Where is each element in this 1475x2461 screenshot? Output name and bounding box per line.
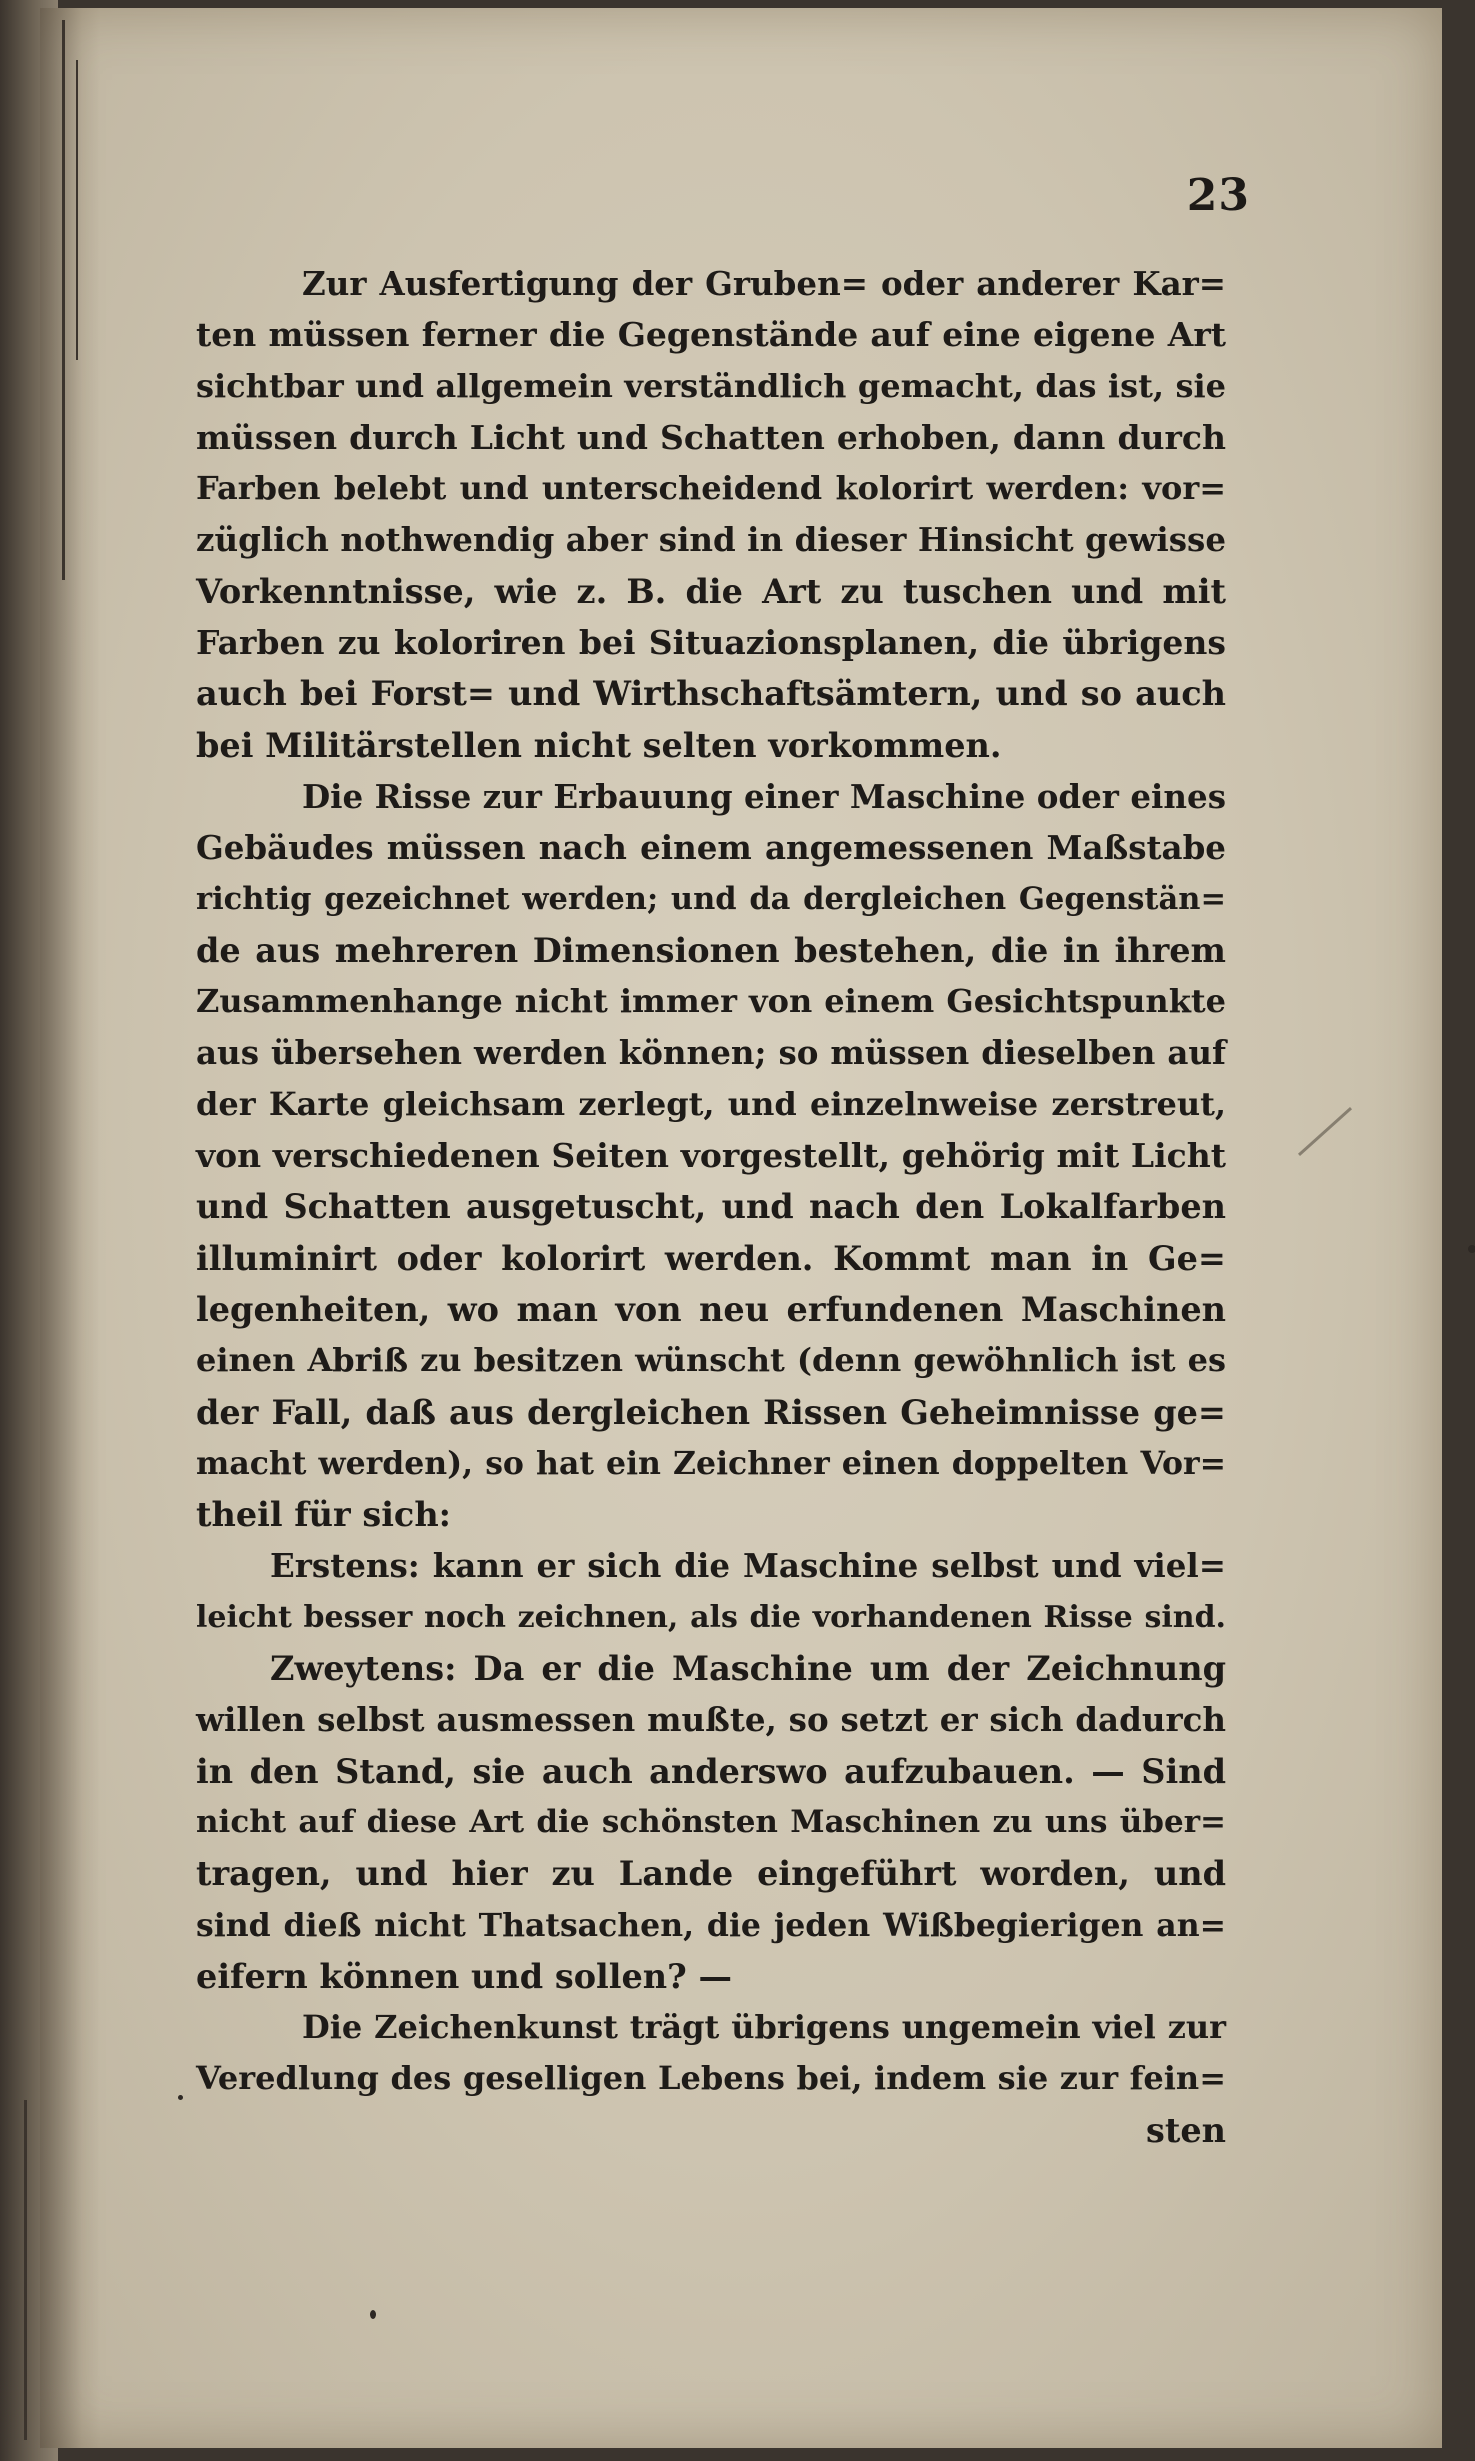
text-line: theil für sich: [196,1495,452,1535]
text-line: Veredlung des geselligen Lebens bei, indem sie zur fein= [196,2059,1226,2098]
text-line: Gebäudes müssen nach einem angemessenen Maßstabe [196,828,1226,868]
text-line: Erstens: kann er sich die Maschine selbst und viel= [270,1546,1226,1586]
text-line: nicht auf diese Art die schönsten Maschinen zu uns über= [196,1803,1226,1840]
text-line: leicht besser noch zeichnen, als die vorhandenen Risse sind. [196,1599,1226,1635]
text-line: Farben zu koloriren bei Situazionsplanen, die übrigens [196,623,1226,663]
spine-line [62,20,65,580]
text-line: sind dieß nicht Thatsachen, die jeden Wißbegierigen an= [196,1906,1226,1944]
text-line: Vorkenntnisse, wie z. B. die Art zu tuschen und mit [196,571,1226,611]
text-line: willen selbst ausmessen mußte, so setzt er sich dadurch [196,1700,1226,1740]
text-line: legenheiten, wo man von neu erfundenen Maschinen [196,1289,1226,1329]
text-line: und Schatten ausgetuscht, und nach den Lokalfarben [196,1187,1226,1227]
text-line: sichtbar und allgemein verständlich gemacht, das ist, sie [196,366,1226,405]
text-line: ten müssen ferner die Gegenstände auf eine eigene Art [196,315,1226,355]
text-line: Zweytens: Da er die Maschine um der Zeichnung [270,1649,1226,1689]
text-line: von verschiedenen Seiten vorgestellt, gehörig mit Licht [196,1136,1226,1176]
text-line: richtig gezeichnet werden; und da dergleichen Gegenstän= [196,880,1226,917]
text-line: müssen durch Licht und Schatten erhoben, dann durch [196,417,1226,457]
text-line: bei Militärstellen nicht selten vorkommen. [196,725,1002,765]
page-gutter-shadow [40,8,100,2448]
spine-line [24,2100,27,2440]
text-line: de aus mehreren Dimensionen bestehen, die in ihrem [196,930,1226,970]
page-number: 23 [1186,170,1250,221]
text-line: eifern können und sollen? — [196,1956,732,1996]
text-line: Die Zeichenkunst trägt übrigens ungemein viel zur [302,2008,1226,2047]
ink-speck [178,2095,183,2100]
text-line: Farben belebt und unterscheidend kolorirt werden: vor= [196,469,1226,508]
catchword: sten [1145,2110,1226,2150]
text-line: einen Abriß zu besitzen wünscht (denn gewöhnlich ist es [196,1341,1226,1380]
text-line: tragen, und hier zu Lande eingeführt worden, und [196,1854,1226,1894]
text-line: der Karte gleichsam zerlegt, und einzelnweise zerstreut, [196,1084,1226,1123]
body-text [196,258,1226,2156]
ink-speck [370,2310,376,2319]
text-line: der Fall, daß aus dergleichen Rissen Geheimnisse ge= [196,1392,1226,1432]
text-line: Die Risse zur Erbauung einer Maschine oder eines [302,776,1226,816]
spine-line [76,60,78,360]
text-line: in den Stand, sie auch anderswo aufzubauen. — Sind [196,1751,1226,1791]
text-line: Zur Ausfertigung der Gruben= oder anderer Kar= [302,264,1226,303]
text-line: macht werden), so hat ein Zeichner einen doppelten Vor= [196,1444,1226,1482]
text-line: illuminirt oder kolorirt werden. Kommt man in Ge= [196,1238,1226,1278]
ink-speck [1468,1245,1475,1253]
text-line: aus übersehen werden können; so müssen dieselben auf [196,1033,1226,1073]
text-line: Zusammenhange nicht immer von einem Gesichtspunkte [196,982,1226,1021]
text-line: auch bei Forst= und Wirthschaftsämtern, und so auch [196,674,1226,714]
text-line: züglich nothwendig aber sind in dieser Hinsicht gewisse [196,520,1226,560]
